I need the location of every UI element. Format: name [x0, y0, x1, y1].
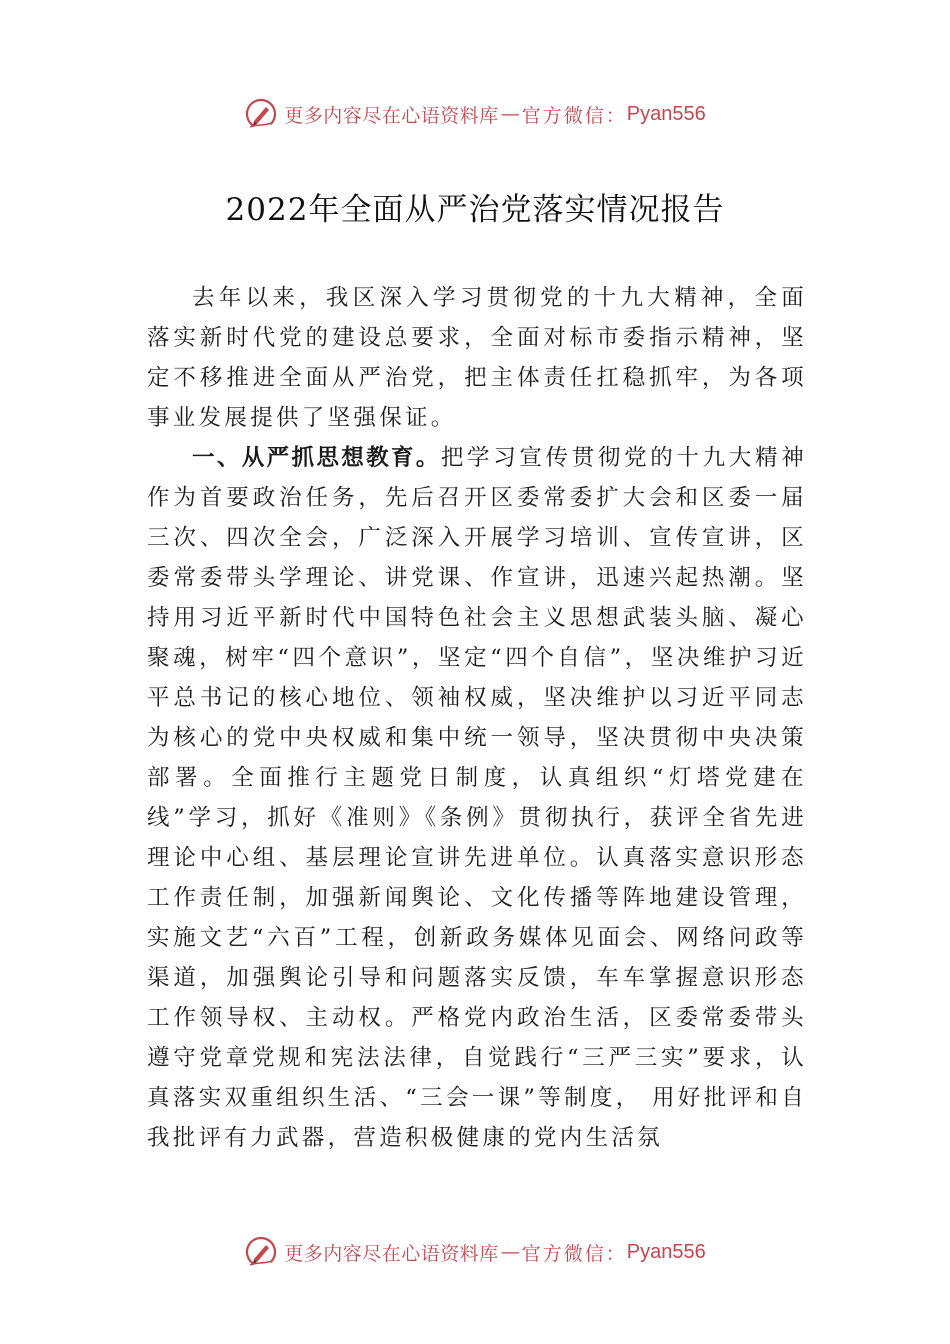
section-heading: 一、从严抓思想教育。: [192, 445, 441, 471]
paragraph-text: 把学习宣传贯彻党的十九大精神作为首要政治任务，先后召开区委常委扩大会和区委一届三次、四次全会，广泛深入开展学习培训、宣传宣讲，区委常委带头学理论、讲党课、作宣讲，迅速兴起热潮。坚持用习近平新时代中国特色社会主义思想武装头脑、凝心聚魂，树牢“四个意识”，坚定“四个自信”，坚决维护习近平总书记的核心地位、领袖权威，坚决维护以习近平同志为核心的党中央权威和集中统一领导，坚决贯彻中央决策部署。全面推行主题党日制度，认真组织“灯塔党建在线”学习，抓好《准则》《条例》贯彻执行，获评全省先进理论中心组、基层理论宣讲先进单位。认真落实意识形态工作责任制，加强新闻舆论、文化传播等阵地建设管理，实施文艺“六百”工程，创新政务媒体见面会、网络问政等渠道，加强舆论引导和问题落实反馈，车车掌握意识形态工作领导权、主动权。严格党内政治生活，区委常委带头遵守党章党规和宪法法律，自觉践行“三严三实”要求，认真落实双重组织生活、“三会一课”等制度， 用好批评和自我批评有力武器，营造积极健康的党内生活氛: [147, 445, 807, 1151]
paragraph-text: 去年以来，我区深入学习贯彻党的十九大精神，全面落实新时代党的建设总要求，全面对标市委指示精神，坚定不移推进全面从严治党，把主体责任扛稳抓牢，为各项事业发展提供了坚强保证。: [147, 285, 807, 431]
pen-writing-logo-icon: [244, 97, 278, 131]
pen-writing-logo-icon: [244, 1235, 278, 1269]
document-title: 2022年全面从严治党落实情况报告: [225, 192, 725, 228]
banner-wechat-label: 官方微信：: [521, 104, 627, 127]
banner-separator: —: [500, 1241, 520, 1263]
document-body: [147, 278, 807, 1158]
paragraph-intro: [147, 278, 807, 438]
banner-slogan: 更多内容尽在心语资料库: [284, 1242, 499, 1265]
footer-banner: [0, 1232, 950, 1272]
header-banner: [0, 94, 950, 134]
banner-separator: —: [500, 103, 520, 125]
banner-slogan: 更多内容尽在心语资料库: [284, 104, 499, 127]
banner-wechat-id: Pyan556: [626, 1240, 706, 1263]
paragraph-section-1: [147, 438, 807, 1158]
banner-wechat-label: 官方微信：: [521, 1242, 627, 1265]
banner-wechat-id: Pyan556: [626, 102, 706, 125]
